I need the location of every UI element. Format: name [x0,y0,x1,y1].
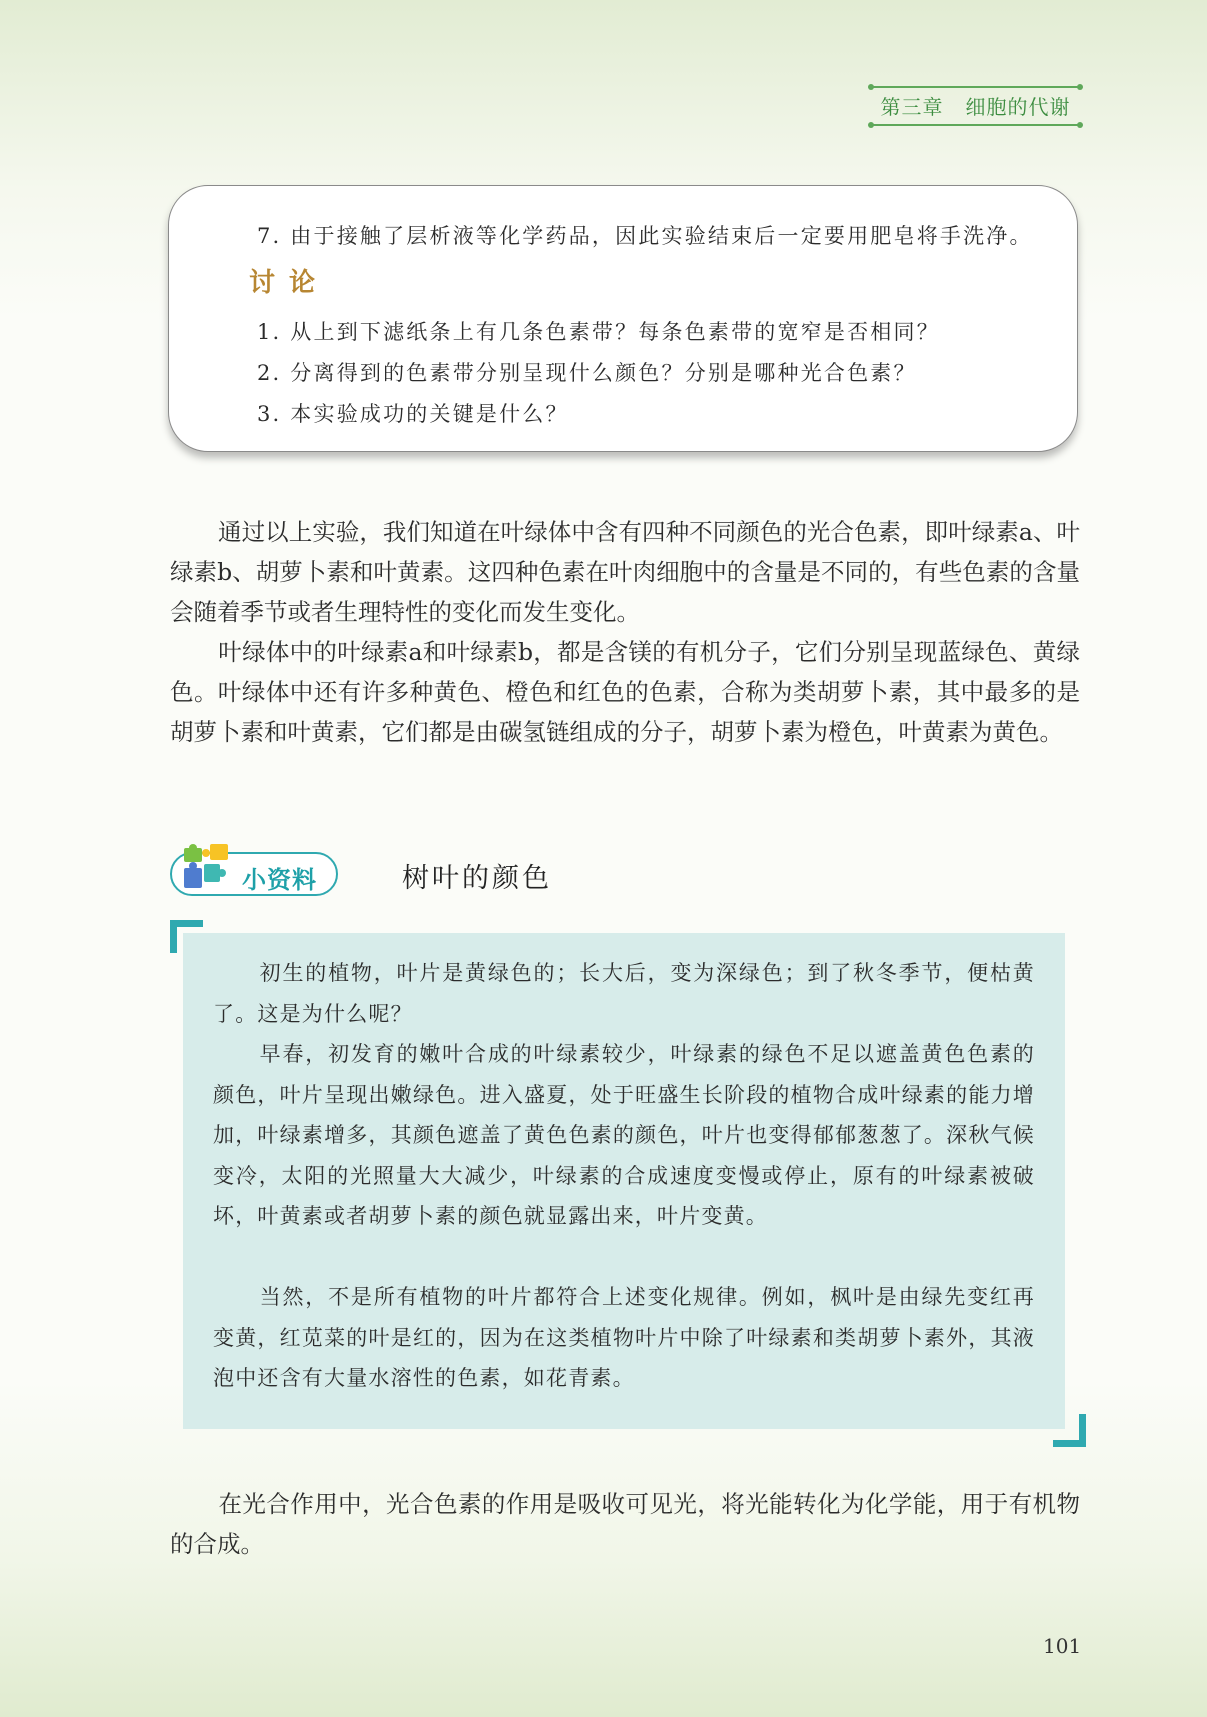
reference-badge-label: 小资料 [242,866,317,894]
body-paragraph-1 [170,512,1080,632]
chapter-number: 第三章 [880,95,944,119]
experiment-step-7: 7. 由于接触了层析液等化学药品，因此实验结束后一定要用肥皂将手洗净。 [257,224,1033,248]
page-number: 101 [1043,1634,1082,1658]
chapter-title [871,91,1080,120]
experiment-discussion-box [168,185,1078,452]
reference-paragraph-3 [213,1277,1035,1399]
discussion-question-3: 3. 本实验成功的关键是什么？ [257,402,569,426]
reference-paragraph-2 [213,1034,1035,1237]
body-paragraph-1-text: 通过以上实验，我们知道在叶绿体中含有四种不同颜色的光合色素，即叶绿素a、叶绿素b、胡萝卜素和叶黄素。这四种色素在叶肉细胞中的含量是不同的，有些色素的含量会随着季节或者生理特性的变化而发生变化。 [170,518,1080,626]
header-rule-top [871,86,1080,88]
discussion-heading: 讨论 [249,268,330,298]
reference-paragraph-1-text: 初生的植物，叶片是黄绿色的；长大后，变为深绿色；到了秋冬季节，便枯黄了。这是为什么呢？ [213,961,1035,1026]
reference-paragraph-1 [213,953,1035,1034]
body-paragraph-3 [170,1484,1080,1564]
discussion-question-1: 1. 从上到下滤纸条上有几条色素带？每条色素带的宽窄是否相同？ [257,320,940,344]
reference-note-box [183,933,1065,1429]
body-paragraph-2-text: 叶绿体中的叶绿素a和叶绿素b，都是含镁的有机分子，它们分别呈现蓝绿色、黄绿色。叶绿体中还有许多种黄色、橙色和红色的色素，合称为类胡萝卜素，其中最多的是胡萝卜素和叶黄素，它们都是由碳氢链组成的分子，胡萝卜素为橙色，叶黄素为黄色。 [170,638,1080,746]
reference-title: 树叶的颜色 [402,863,552,894]
reference-paragraph-3-text: 当然，不是所有植物的叶片都符合上述变化规律。例如，枫叶是由绿先变红再变黄，红苋菜的叶是红的，因为在这类植物叶片中除了叶绿素和类胡萝卜素外，其液泡中还含有大量水溶性的色素，如花青素。 [213,1285,1035,1390]
note-corner-bottom-right [1053,1414,1086,1447]
chapter-name: 细胞的代谢 [965,95,1071,119]
body-paragraph-3-text: 在光合作用中，光合色素的作用是吸收可见光，将光能转化为化学能，用于有机物的合成。 [170,1490,1080,1558]
puzzle-pieces-icon [180,842,238,892]
body-paragraph-2 [170,632,1080,752]
chapter-header [871,86,1080,128]
discussion-question-2: 2. 分离得到的色素带分别呈现什么颜色？分别是哪种光合色素？ [257,361,917,385]
reference-paragraph-2-text: 早春，初发育的嫩叶合成的叶绿素较少，叶绿素的绿色不足以遮盖黄色色素的颜色，叶片呈现出嫩绿色。进入盛夏，处于旺盛生长阶段的植物合成叶绿素的能力增加，叶绿素增多，其颜色遮盖了黄色色素的颜色，叶片也变得郁郁葱葱了。深秋气候变冷，太阳的光照量大大减少，叶绿素的合成速度变慢或停止，原有的叶绿素被破坏，叶黄素或者胡萝卜素的颜色就显露出来，叶片变黄。 [213,1042,1035,1228]
header-rule-bottom [871,124,1080,126]
